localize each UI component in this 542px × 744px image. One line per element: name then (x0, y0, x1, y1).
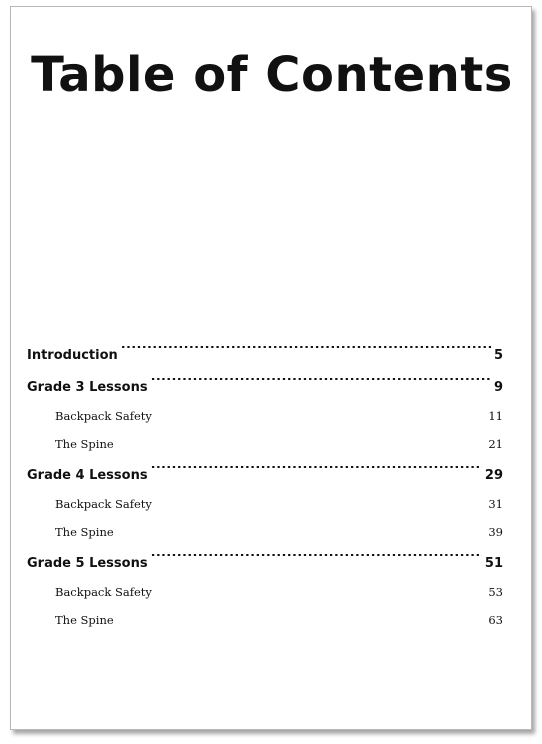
toc-entry-label: Backpack Safety (55, 497, 152, 511)
toc-entry-label: Backpack Safety (55, 409, 152, 423)
toc-entry-page: 11 (488, 409, 503, 423)
toc-entry-grade-5-the-spine (27, 606, 503, 634)
dot-leader (151, 378, 491, 391)
toc-entry-page: 29 (484, 468, 503, 483)
document-page (10, 6, 532, 730)
dot-leader (116, 437, 487, 449)
toc-entry-grade-4-the-spine (27, 518, 503, 546)
page-title: Table of Contents (31, 47, 513, 103)
toc-entry-grade-3-backpack-safety (27, 402, 503, 430)
toc-entry-grade-3-the-spine (27, 430, 503, 458)
toc-entry-label: The Spine (55, 613, 114, 627)
dot-leader (151, 466, 482, 479)
dot-leader (151, 554, 482, 567)
dot-leader (121, 346, 491, 359)
toc-entry-label: The Spine (55, 437, 114, 451)
toc-entry-grade-4-lessons (27, 462, 503, 490)
toc-entry-page: 53 (488, 585, 503, 599)
toc-entry-page: 31 (488, 497, 503, 511)
toc-entry-label: Introduction (27, 348, 118, 363)
toc-entry-page: 5 (493, 348, 503, 363)
toc-entry-label: Grade 5 Lessons (27, 556, 148, 571)
toc-entry-label: Grade 4 Lessons (27, 468, 148, 483)
toc-entry-page: 63 (488, 613, 503, 627)
toc-entry-grade-5-backpack-safety (27, 578, 503, 606)
toc-entry-grade-3-lessons (27, 374, 503, 402)
dot-leader (154, 585, 486, 597)
toc-entry-page: 51 (484, 556, 503, 571)
toc-entry-introduction (27, 342, 503, 370)
dot-leader (116, 613, 487, 625)
toc-entry-label: Grade 3 Lessons (27, 380, 148, 395)
table-of-contents (27, 342, 503, 634)
toc-entry-label: The Spine (55, 525, 114, 539)
toc-entry-label: Backpack Safety (55, 585, 152, 599)
toc-entry-grade-5-lessons (27, 550, 503, 578)
dot-leader (154, 497, 486, 509)
dot-leader (116, 525, 487, 537)
toc-entry-page: 39 (488, 525, 503, 539)
toc-entry-page: 9 (493, 380, 503, 395)
dot-leader (154, 409, 486, 421)
toc-entry-page: 21 (488, 437, 503, 451)
toc-entry-grade-4-backpack-safety (27, 490, 503, 518)
